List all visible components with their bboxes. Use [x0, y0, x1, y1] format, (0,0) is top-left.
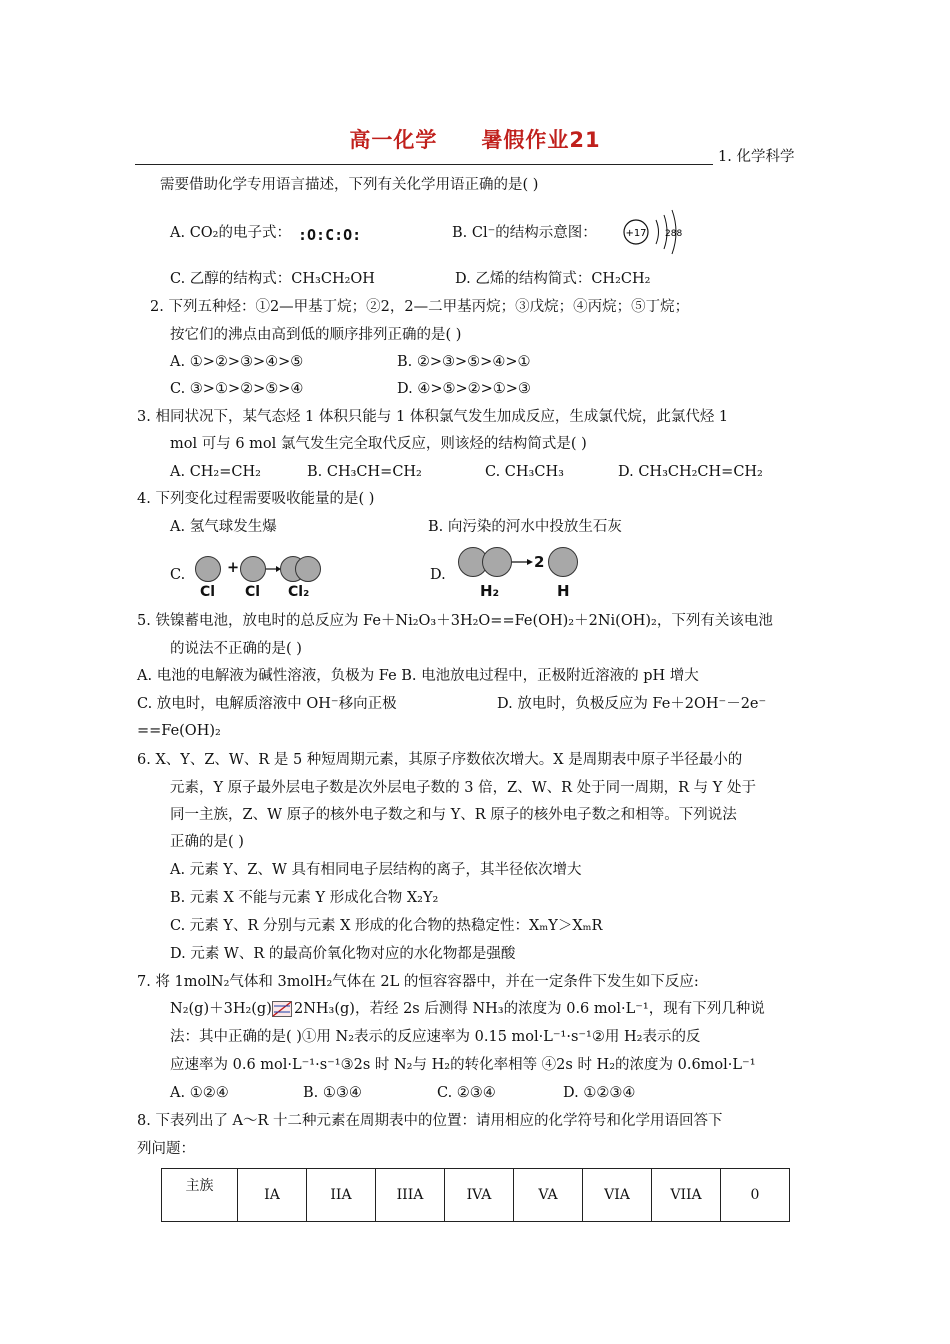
q1-option-c: C. 乙醇的结构式：CH₃CH₂OH	[170, 271, 375, 287]
q1-option-b: B. Cl⁻的结构示意图：	[452, 225, 597, 241]
cl2-label: Cl₂	[288, 584, 310, 600]
q6-option-c: C. 元素 Y、R 分别与元素 X 形成的化合物的热稳定性：XₘY＞XₘR	[170, 918, 603, 934]
periodic-group-table	[161, 1168, 790, 1222]
q5-option-d-cont: ==Fe(OH)₂	[137, 723, 221, 739]
q5-option-c: C. 放电时，电解质溶液中 OH⁻移向正极	[137, 696, 397, 712]
q1-option-d: D. 乙烯的结构简式：CH₂CH₂	[455, 271, 651, 287]
q2-option-b: B. ②>③>⑤>④>①	[397, 354, 531, 370]
cl-label-2: Cl	[245, 584, 261, 600]
q6-stem-line4: 正确的是( )	[170, 834, 244, 850]
q1-co2-electron-formula: :O:C:O:	[298, 226, 362, 244]
q8-stem-line1: 8. 下表列出了 A～R 十二种元素在周期表中的位置：请用相应的化学符号和化学用语回答下	[137, 1113, 723, 1129]
table-cell: VA	[514, 1169, 583, 1222]
q4-option-a: A. 氢气球发生爆	[170, 519, 277, 535]
h-label: H	[557, 582, 570, 600]
q2-option-c: C. ③>①>②>⑤>④	[170, 381, 304, 397]
q3-option-c: C. CH₃CH₃	[485, 464, 564, 480]
q5-stem-line2: 的说法不正确的是( )	[170, 641, 302, 657]
q2-option-a: A. ①>②>③>④>⑤	[170, 354, 304, 370]
q3-option-d: D. CH₃CH₂CH=CH₂	[618, 464, 763, 480]
title-course: 高一化学	[349, 128, 438, 152]
q4-option-b: B. 向污染的河水中投放生石灰	[428, 519, 622, 535]
q7-stem-line4: 应速率为 0.6 mol·L⁻¹·s⁻¹③2s 时 N₂与 H₂的转化率相等 ④2s 时 H₂的浓度为 0.6mol·L⁻¹	[170, 1057, 756, 1073]
q3-option-a: A. CH₂=CH₂	[170, 464, 261, 480]
q4-option-d: D.	[430, 567, 446, 583]
q7-stem-line3: 法：其中正确的是( )①用 N₂表示的反应速率为 0.15 mol·L⁻¹·s⁻¹②用 H₂表示的反	[170, 1029, 701, 1045]
table-cell: 主族	[162, 1169, 238, 1222]
q4-stem: 4. 下列变化过程需要吸收能量的是( )	[137, 491, 375, 507]
arrow-icon	[512, 557, 534, 567]
q3-option-b: B. CH₃CH=CH₂	[307, 464, 422, 480]
q2-stem-line1: 2. 下列五种烃：①2—甲基丁烷；②2，2—二甲基丙烷；③戊烷；④丙烷；⑤丁烷；	[150, 299, 690, 315]
q5-option-ab: A. 电池的电解液为碱性溶液，负极为 Fe B. 电池放电过程中，正极附近溶液的 pH 增大	[137, 668, 699, 684]
q3-stem-line2: mol 可与 6 mol 氯气发生完全取代反应，则该烃的结构简式是( )	[170, 436, 587, 452]
table-header-row	[162, 1169, 790, 1222]
q7-option-d: D. ①②③④	[563, 1085, 636, 1101]
hydrogen-atom	[548, 547, 578, 577]
table-cell: IA	[238, 1169, 307, 1222]
q6-stem-line2: 元素，Y 原子最外层电子数是次外层电子数的 3 倍，Z、W、R 处于同一周期，R 与 Y 处于	[170, 780, 756, 796]
hydrogen-molecule-atom-2	[482, 547, 512, 577]
reversible-arrow-icon	[272, 1001, 292, 1017]
page-title	[0, 124, 950, 154]
plus-sign: +	[227, 559, 240, 576]
table-cell: IIIA	[376, 1169, 445, 1222]
chlorine-atom-1	[195, 556, 221, 582]
chlorine-atom-2	[240, 556, 266, 582]
table-cell: IIA	[307, 1169, 376, 1222]
q5-option-d: D. 放电时，负极反应为 Fe＋2OH⁻－2e⁻	[497, 696, 767, 712]
table-cell: VIA	[583, 1169, 652, 1222]
q7-option-b: B. ①③④	[303, 1085, 362, 1101]
q1-stem: 需要借助化学专用语言描述，下列有关化学用语正确的是( )	[160, 177, 539, 193]
table-cell: VIIA	[652, 1169, 721, 1222]
q6-option-a: A. 元素 Y、Z、W 具有相同电子层结构的离子，其半径依次增大	[170, 862, 582, 878]
title-assignment: 暑假作业21	[481, 128, 601, 152]
q2-option-d: D. ④>⑤>②>①>③	[397, 381, 531, 397]
nucleus-charge: +17	[625, 228, 647, 239]
q6-option-d: D. 元素 W、R 的最高价氧化物对应的水化物都是强酸	[170, 946, 516, 962]
table-cell: 0	[721, 1169, 790, 1222]
title-underline	[135, 164, 713, 165]
q6-stem-line1: 6. X、Y、Z、W、R 是 5 种短周期元素，其原子序数依次增大。X 是周期表中原子半径最小的	[137, 752, 743, 768]
q1-number: 1. 化学科学	[718, 149, 795, 165]
q7-option-a: A. ①②④	[170, 1085, 229, 1101]
q7-stem-line2b: 2NH₃(g)，若经 2s 后测得 NH₃的浓度为 0.6 mol·L⁻¹，现有下列几种说	[294, 1001, 765, 1017]
q7-stem-line2a: N₂(g)＋3H₂(g)	[170, 1001, 272, 1017]
coefficient-2: 2	[534, 553, 545, 571]
q8-stem-line2: 列问题：	[137, 1141, 195, 1157]
q4-option-c: C.	[170, 567, 186, 583]
q7-stem-line1: 7. 将 1molN₂气体和 3molH₂气体在 2L 的恒容容器中，并在一定条件下发生如下反应:	[137, 974, 699, 990]
q1-option-a: A. CO₂的电子式：	[170, 225, 291, 241]
h2-label: H₂	[480, 582, 500, 600]
q2-stem-line2: 按它们的沸点由高到低的顺序排列正确的是( )	[170, 327, 462, 343]
cl-label-1: Cl	[200, 584, 216, 600]
chlorine-molecule-atom-2	[295, 556, 321, 582]
q6-stem-line3: 同一主族，Z、W 原子的核外电子数之和与 Y、R 原子的核外电子数之和相等。下列说法	[170, 807, 737, 823]
q5-stem-line1: 5. 铁镍蓄电池，放电时的总反应为 Fe＋Ni₂O₃＋3H₂O==Fe(OH)₂＋2Ni(OH)₂，下列有关该电池	[137, 613, 773, 629]
table-cell: IVA	[445, 1169, 514, 1222]
q3-stem-line1: 3. 相同状况下，某气态烃 1 体积只能与 1 体积氯气发生加成反应，生成氯代烷，此氯代烃 1	[137, 409, 729, 425]
q7-option-c: C. ②③④	[437, 1085, 496, 1101]
shell-electrons: 288	[665, 229, 682, 239]
q6-option-b: B. 元素 X 不能与元素 Y 形成化合物 X₂Y₂	[170, 890, 439, 906]
chloride-structure-diagram	[620, 206, 682, 258]
